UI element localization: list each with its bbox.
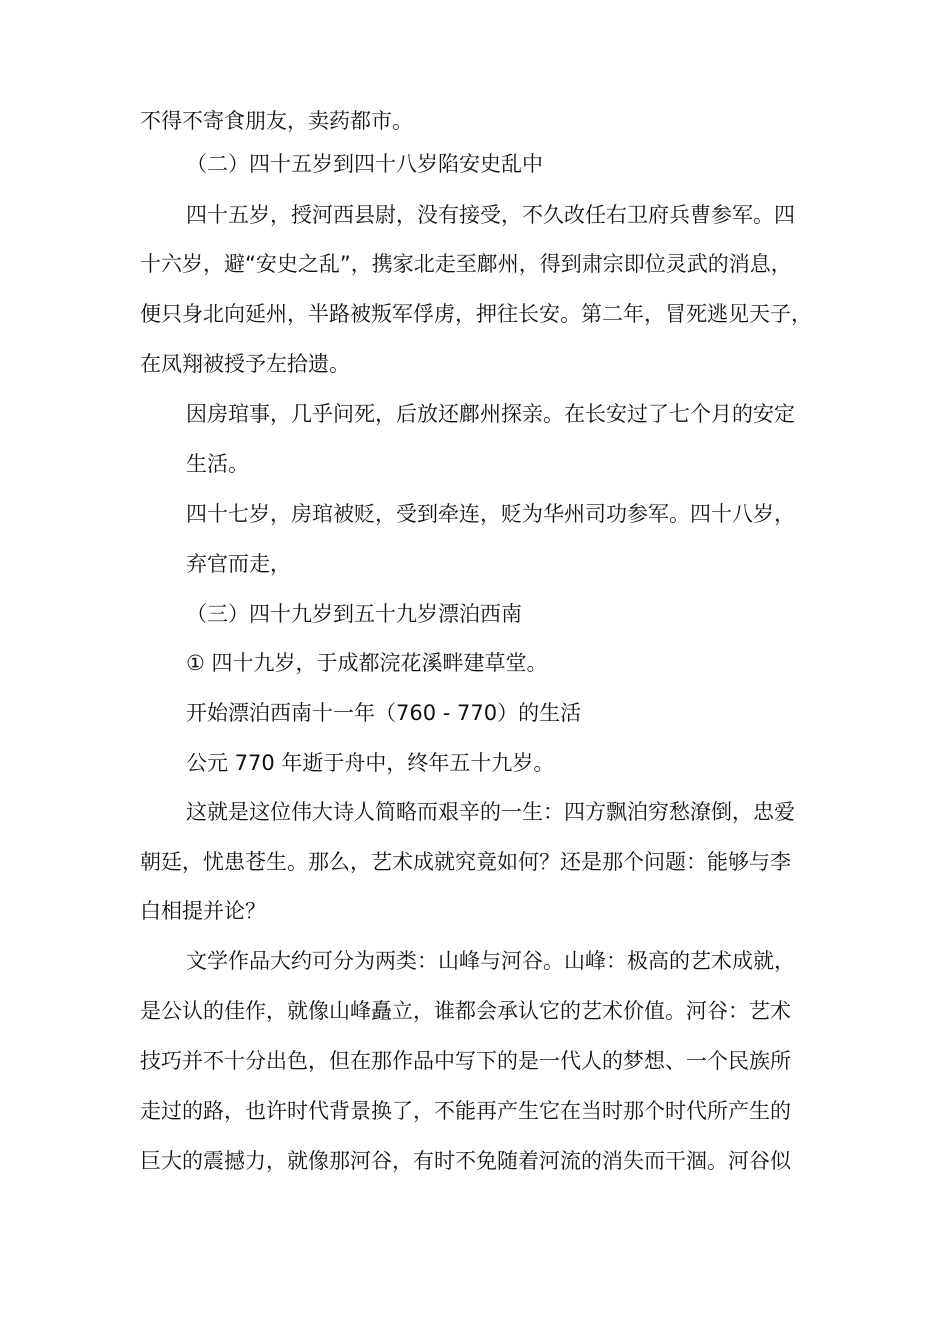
text-line: 便只身北向延州，半路被叛军俘虏，押往长安。第二年，冒死逃见天子，	[140, 302, 812, 326]
section-heading: （二）四十五岁到四十八岁陷安史乱中	[186, 152, 543, 176]
text-line: 在凤翔被授予左拾遗。	[140, 352, 350, 376]
text-line: 文学作品大约可分为两类：山峰与河谷。山峰：极高的艺术成就，	[186, 949, 795, 973]
text-line: 技巧并不十分出色，但在那作品中写下的是一代人的梦想、一个民族所	[140, 1049, 791, 1073]
text-line: 公元 770 年逝于舟中，终年五十九岁。	[186, 751, 555, 775]
text-line: 白相提并论？	[140, 899, 266, 923]
section-heading: （三）四十九岁到五十九岁漂泊西南	[186, 602, 522, 626]
text-line: 因房琯事，几乎问死，后放还鄜州探亲。在长安过了七个月的安定	[186, 402, 795, 426]
text-line: 巨大的震撼力，就像那河谷，有时不免随着河流的消失而干涸。河谷似	[140, 1149, 791, 1173]
text-line: 十六岁，避“安史之乱”，携家北走至鄜州，得到肃宗即位灵武的消息，	[140, 252, 792, 276]
text-line: 朝廷，忧患苍生。那么，艺术成就究竟如何？还是那个问题：能够与李	[140, 850, 791, 874]
text-line: 生活。	[186, 452, 249, 476]
text-line: 开始漂泊西南十一年（760 - 770）的生活	[186, 701, 582, 725]
text-line: 走过的路，也许时代背景换了，不能再产生它在当时那个时代所产生的	[140, 1099, 791, 1123]
text-line: 弃官而走，	[186, 552, 291, 576]
text-line: 四十七岁，房琯被贬，受到牵连，贬为华州司功参军。四十八岁，	[186, 502, 795, 526]
text-line: 不得不寄食朋友，卖药都市。	[140, 109, 413, 133]
text-line: ① 四十九岁，于成都浣花溪畔建草堂。	[186, 651, 548, 675]
text-line: 这就是这位伟大诗人简略而艰辛的一生：四方飘泊穷愁潦倒，忠爱	[186, 800, 795, 824]
text-line: 是公认的佳作，就像山峰矗立，谁都会承认它的艺术价值。河谷：艺术	[140, 999, 791, 1023]
text-line: 四十五岁，授河西县尉，没有接受，不久改任右卫府兵曹参军。四	[186, 203, 795, 227]
